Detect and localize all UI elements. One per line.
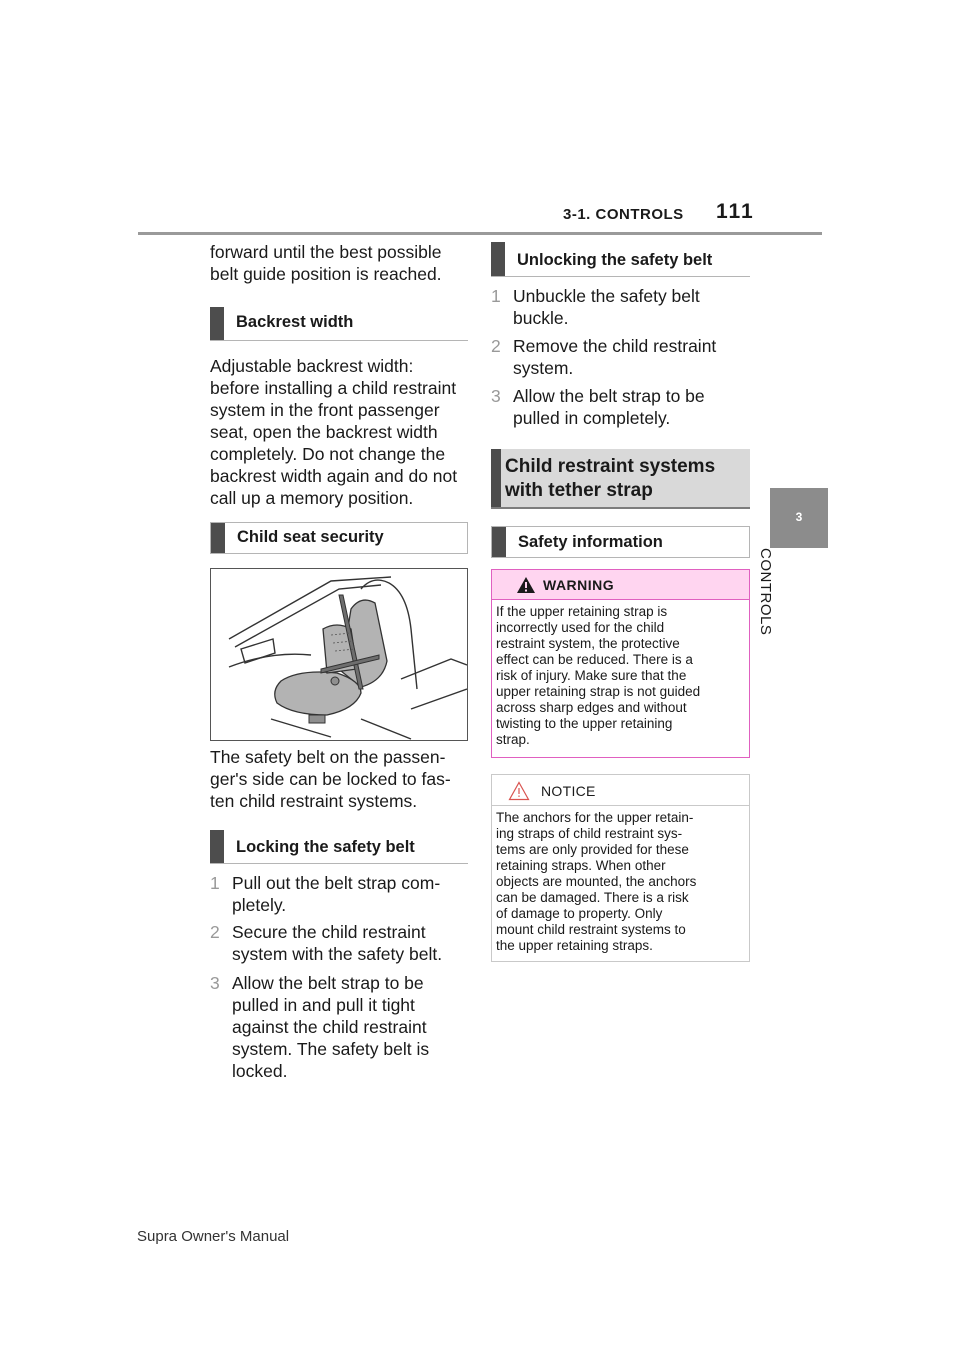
notice-box xyxy=(491,774,750,962)
notice-label: NOTICE xyxy=(541,783,596,799)
notice-line-6: can be damaged. There is a risk xyxy=(496,890,689,905)
backrest-line-4: seat, open the backrest width xyxy=(210,422,438,442)
backrest-heading-text: Backrest width xyxy=(236,313,354,331)
tether-heading-line-1: Child restraint systems xyxy=(505,456,716,477)
heading-bar xyxy=(491,242,505,276)
step-number: 3 xyxy=(491,386,501,406)
notice-line-2: ing straps of child restraint sys- xyxy=(496,826,683,841)
warning-box xyxy=(491,569,750,758)
notice-line-3: tems are only provided for these xyxy=(496,842,689,857)
warning-line-9: strap. xyxy=(496,732,530,747)
tether-heading-line-2: with tether strap xyxy=(505,480,653,501)
step-text-line: system. xyxy=(513,358,574,378)
step-text-line: against the child restraint xyxy=(232,1017,427,1037)
step-text-line: Remove the child restraint xyxy=(513,336,717,356)
locking-heading xyxy=(210,830,468,864)
section-label: 3-1. CONTROLS xyxy=(563,206,684,223)
intro-line-1: forward until the best possible xyxy=(210,242,442,262)
intro-line-2: belt guide position is reached. xyxy=(210,264,442,284)
step-number: 2 xyxy=(210,922,220,942)
warning-line-2: incorrectly used for the child xyxy=(496,620,665,635)
unlocking-heading-text: Unlocking the safety belt xyxy=(517,251,713,269)
heading-bar xyxy=(210,830,224,863)
chapter-label xyxy=(757,548,802,658)
heading-bar xyxy=(492,527,506,557)
notice-header xyxy=(492,775,749,806)
tether-strap-heading xyxy=(491,449,750,509)
belt-line-3: ten child restraint systems. xyxy=(210,791,418,811)
step-text-line: pletely. xyxy=(232,895,287,915)
step-text-line: pulled in completely. xyxy=(513,408,671,428)
chapter-label-text: CONTROLS xyxy=(757,548,774,636)
child-seat-heading-text: Child seat security xyxy=(237,528,384,546)
notice-line-1: The anchors for the upper retain- xyxy=(496,810,694,825)
header-rule xyxy=(138,232,822,235)
step-text-line: Secure the child restraint xyxy=(232,922,426,942)
backrest-line-7: call up a memory position. xyxy=(210,488,414,508)
backrest-heading xyxy=(210,307,468,341)
warning-line-5: risk of injury. Make sure that the xyxy=(496,668,687,683)
step-text-line: system. The safety belt is xyxy=(232,1039,430,1059)
warning-line-8: twisting to the upper retaining xyxy=(496,716,673,731)
warning-label: WARNING xyxy=(543,577,615,593)
child-seat-drawing xyxy=(211,569,467,740)
step-number: 2 xyxy=(491,336,501,356)
warning-line-1: If the upper retaining strap is xyxy=(496,604,668,619)
step-text-line: pulled in and pull it tight xyxy=(232,995,415,1015)
warning-line-3: restraint system, the protective xyxy=(496,636,680,651)
warning-line-7: across sharp edges and without xyxy=(496,700,687,715)
step-number: 1 xyxy=(210,873,220,893)
step-text-line: Allow the belt strap to be xyxy=(232,973,424,993)
step-text-line: Unbuckle the safety belt xyxy=(513,286,700,306)
notice-line-7: of damage to property. Only xyxy=(496,906,663,921)
warning-header xyxy=(492,570,749,600)
notice-line-8: mount child restraint systems to xyxy=(496,922,686,937)
child-seat-heading xyxy=(210,522,468,554)
safety-info-heading xyxy=(491,526,750,558)
safety-info-heading-text: Safety information xyxy=(518,533,663,551)
footer-manual-name: Supra Owner's Manual xyxy=(137,1228,290,1245)
notice-line-5: objects are mounted, the anchors xyxy=(496,874,697,889)
backrest-line-6: backrest width again and do not xyxy=(210,466,458,486)
locking-heading-text: Locking the safety belt xyxy=(236,838,415,856)
belt-line-1: The safety belt on the passen- xyxy=(210,747,446,767)
step-text-line: Allow the belt strap to be xyxy=(513,386,705,406)
warning-line-6: upper retaining strap is not guided xyxy=(496,684,701,699)
child-seat-illustration xyxy=(210,568,468,741)
belt-line-2: ger's side can be locked to fas- xyxy=(210,769,451,789)
heading-bar xyxy=(210,307,224,340)
step-text-line: locked. xyxy=(232,1061,288,1081)
notice-line-9: the upper retaining straps. xyxy=(496,938,653,953)
step-text-line: Pull out the belt strap com- xyxy=(232,873,441,893)
backrest-line-1: Adjustable backrest width: xyxy=(210,356,414,376)
backrest-line-5: completely. Do not change the xyxy=(210,444,446,464)
backrest-line-3: system in the front passenger xyxy=(210,400,440,420)
warning-triangle-icon xyxy=(516,576,536,594)
backrest-line-2: before installing a child restraint xyxy=(210,378,457,398)
chapter-tab[interactable] xyxy=(770,488,828,546)
page-number: 111 xyxy=(716,200,755,223)
caution-triangle-icon xyxy=(508,781,530,801)
step-text-line: buckle. xyxy=(513,308,569,328)
chapter-number: 3 xyxy=(795,510,803,524)
notice-line-4: retaining straps. When other xyxy=(496,858,666,873)
heading-bar xyxy=(491,449,501,507)
heading-bar xyxy=(211,523,225,553)
step-text-line: system with the safety belt. xyxy=(232,944,443,964)
step-number: 1 xyxy=(491,286,501,306)
warning-line-4: effect can be reduced. There is a xyxy=(496,652,693,667)
unlocking-heading xyxy=(491,242,750,277)
step-number: 3 xyxy=(210,973,220,993)
